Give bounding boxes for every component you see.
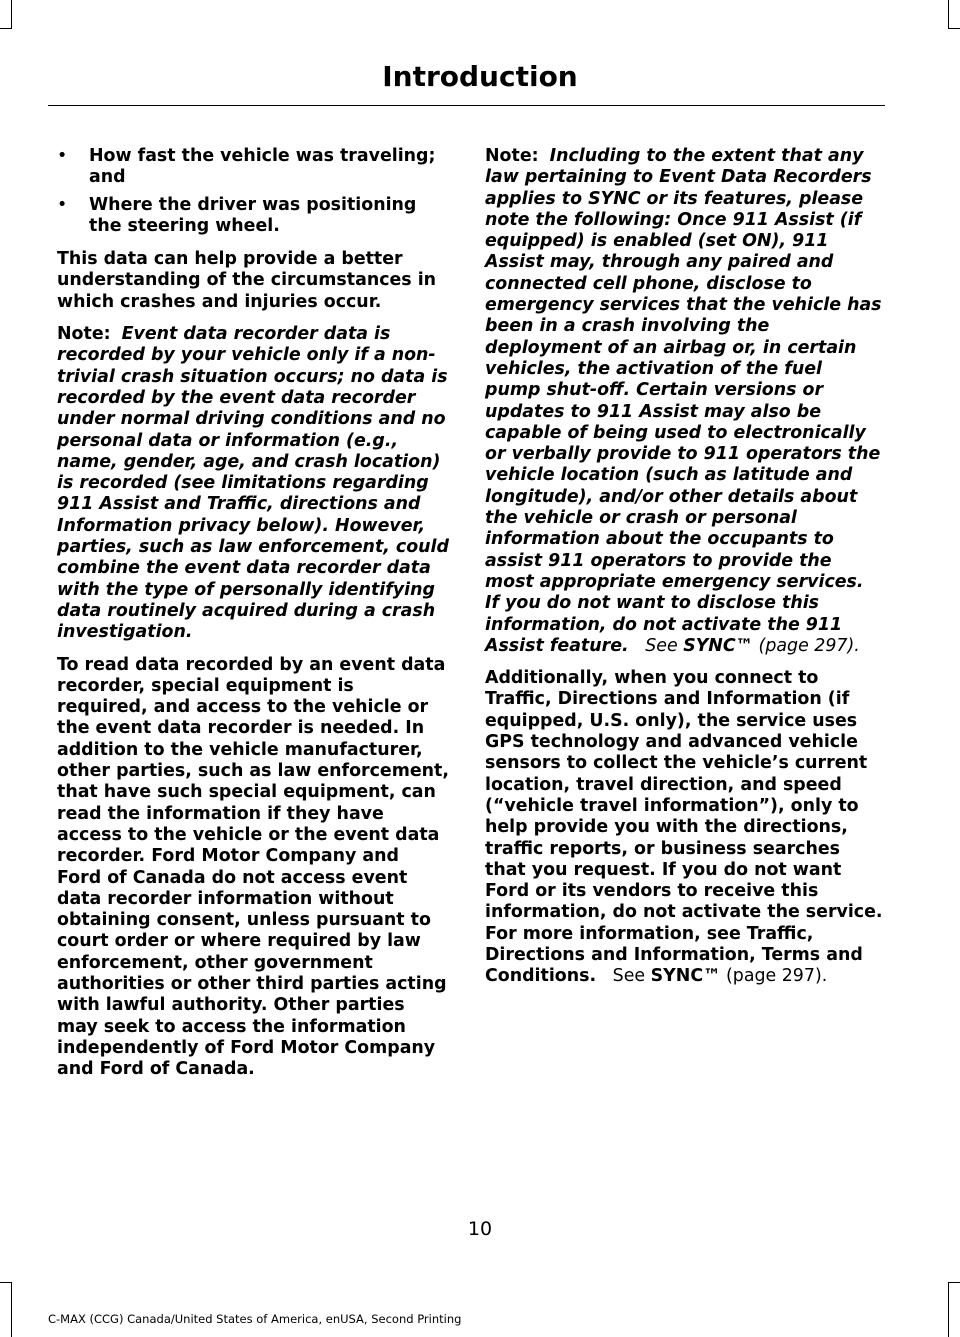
list-item — [57, 146, 449, 189]
xref-lead: See — [612, 966, 646, 987]
page-title: Introduction — [382, 60, 578, 93]
bullet-text: How fast the vehicle was traveling; and — [89, 146, 436, 188]
note-text: Including to the extent that any law pertaining to Event Data Recorders applies to SYNC or its features, please note the following: Once 911 Assist (if equipped) is enabled (set ON), 911 Assist may, through any paired and connected cell phone, disclose to emergency services that the vehicle has been in a crash involving the deployment of an airbag or, in certain vehicles, the activation of the fuel pump shut-off. Certain versions or updates to 911 Assist may also be capable of being used to electronically or verbally provide to 911 operators the vehicle location (such as latitude and longitude), and/or other details about the vehicle or crash or personal information about the occupants to assist 911 operators to provide the most appropriate emergency services. If you do not want to disclose this information, do not activate the 911 Assist feature. — [485, 146, 882, 656]
note-text: Event data recorder data is recorded by your vehicle only if a non-trivial crash situation occurs; no data is recorded by the event data recorder under normal driving conditions and no personal data or information (e.g., name, gender, age, and crash location) is recorded (see limitations regarding 911 Assist and Traffic, directions and Information privacy below). However, parties, such as law enforcement, could combine the event data recorder data with the type of personally identifying data routinely acquired during a crash investigation. — [57, 324, 449, 643]
xref-page: (page 297). — [726, 966, 828, 987]
header-rule — [48, 105, 885, 106]
paragraph-crash-understanding: This data can help provide a better understanding of the circumstances in which crashes and injuries occur. — [57, 249, 437, 312]
right-column — [485, 146, 883, 999]
bullet-list — [57, 146, 449, 237]
note-event-data — [57, 324, 449, 643]
xref-lead: See — [645, 635, 678, 656]
list-item — [57, 195, 449, 238]
bullet-text: Where the driver was positioning the steering wheel. — [89, 194, 417, 236]
crop-mark-top-right-v — [948, 0, 949, 28]
left-column — [57, 146, 449, 1091]
paragraph-traffic-directions — [485, 668, 883, 987]
crop-mark-bottom-right-v — [948, 1282, 949, 1337]
crop-mark-bottom-right-h — [948, 1282, 960, 1283]
paragraph-reading-data: To read data recorded by an event data recorder, special equipment is required, and access to the vehicle or the event data recorder is needed. In addition to the vehicle manufacturer, other parties, such as law enforcement, that have such special equipment, can read the information if they have access to the vehicle or the event data recorder. Ford Motor Company and Ford of Canada do not access event data recorder information without obtaining consent, unless pursuant to court order or where required by law enforcement, other government authorities or other third parties acting with lawful authority. Other parties may seek to access the information independently of Ford Motor Company and Ford of Canada. — [57, 654, 449, 1080]
crop-mark-top-left-h — [0, 28, 12, 29]
crop-mark-bottom-left-h — [0, 1282, 12, 1283]
page-number: 10 — [467, 1218, 493, 1240]
xref-link-sync[interactable]: SYNC™ — [650, 966, 721, 987]
bullet-icon: • — [57, 146, 68, 166]
xref-link-sync[interactable]: SYNC™ — [683, 635, 754, 656]
crop-mark-top-right-h — [948, 28, 960, 29]
xref-page: (page 297). — [758, 635, 860, 656]
note-label: Note: — [57, 324, 111, 345]
crop-mark-top-left-v — [11, 0, 12, 28]
note-label: Note: — [485, 146, 539, 166]
crop-mark-bottom-left-v — [11, 1282, 12, 1337]
note-911-assist — [485, 146, 883, 657]
publication-footer: C-MAX (CCG) Canada/United States of America, enUSA, Second Printing — [48, 1312, 462, 1326]
paragraph-text: Additionally, when you connect to Traffic, Directions and Information (if equipped, U.S. only), the service uses GPS technology and advanced vehicle sensors to collect the vehicle’s current location, travel direction, and speed (“vehicle travel information”), only to help provide you with the directions, traffic reports, or business searches that you request. If you do not want Ford or its vendors to receive this information, do not activate the service. For more information, see Traffic, Directions and Information, Terms and Conditions. — [485, 668, 883, 987]
bullet-icon: • — [57, 194, 68, 215]
